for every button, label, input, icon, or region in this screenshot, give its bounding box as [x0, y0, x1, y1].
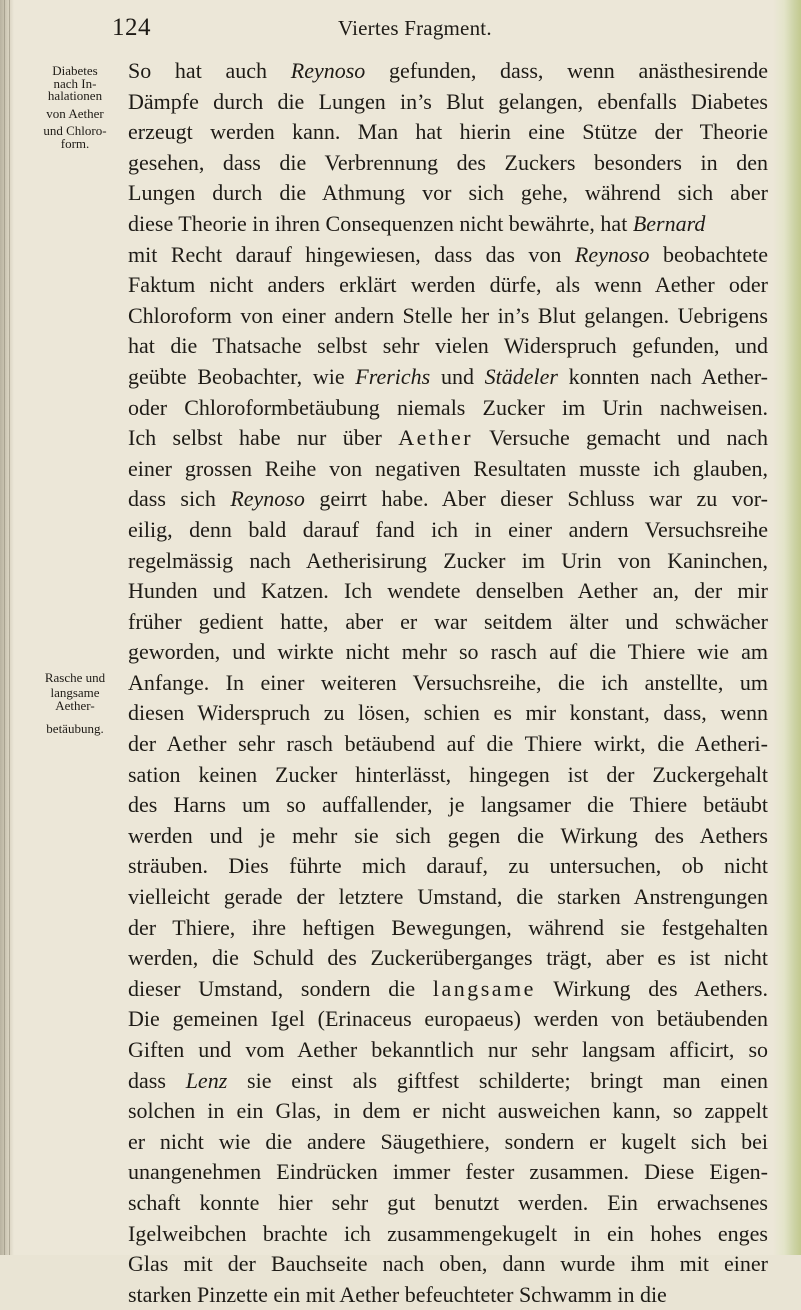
text-line — [128, 148, 768, 179]
text-line — [128, 760, 768, 791]
text-run: gefunden, dass, wenn anästhesirende — [365, 58, 768, 83]
text-line — [128, 913, 768, 944]
text-line — [128, 423, 768, 454]
emphasis-name: Städeler — [484, 363, 558, 389]
margin-note-line: Rasche und — [44, 670, 106, 685]
text-line — [128, 1249, 768, 1280]
text-run: des Harns um so auffallender, je langsamer die Thiere betäubt — [128, 792, 768, 818]
text-run: dieser Umstand, sondern die — [128, 975, 433, 1001]
text-line — [128, 515, 768, 546]
text-run: geirrt habe. Aber dieser Schluss war zu vor- — [304, 486, 769, 512]
text-line — [128, 607, 768, 638]
text-run: Dämpfe durch die Lungen in’s Blut gelangen, ebenfalls Diabetes — [128, 88, 768, 114]
text-run: solchen in ein Glas, in dem er nicht ausweichen kann, so zappelt — [128, 1098, 768, 1124]
text-run: der Thiere, ihre heftigen Bewegungen, während sie festgehalten — [128, 914, 768, 940]
text-run: hat die Thatsache selbst sehr vielen Widerspruch gefunden, und — [128, 333, 768, 359]
text-line — [128, 790, 768, 821]
text-line — [128, 1035, 768, 1066]
text-run: Hunden und Katzen. Ich wendete denselben Aether an, der mir — [128, 578, 768, 604]
text-run: diesen Widerspruch zu lösen, schien es mir konstant, dass, wenn — [128, 700, 768, 726]
margin-note-line: Diabetes — [52, 63, 98, 78]
text-run: regelmässig nach Aetherisirung Zucker im Urin von Kaninchen, — [128, 547, 768, 573]
text-run: Igelweibchen brachte ich zusammengekugelt in ein hohes enges — [128, 1220, 768, 1246]
emphasis-name: Reynoso — [574, 241, 650, 267]
text-run: Versuche gemacht und nach — [473, 425, 769, 451]
text-run: Anfange. In einer weiteren Versuchsreihe, die ich anstellte, um — [128, 669, 768, 695]
margin-note-diabetes — [22, 64, 128, 150]
text-run: Glas mit der Bauchseite nach oben, dann wurde ihm mit einer — [128, 1251, 768, 1277]
binding-rule — [9, 0, 10, 1255]
text-line — [128, 1004, 768, 1035]
text-run: schaft konnte hier sehr gut benutzt werden. Ein erwachsenes — [128, 1189, 768, 1215]
text-run: gesehen, dass die Verbrennung des Zuckers besonders in den — [128, 149, 768, 175]
text-run: Lungen durch die Athmung vor sich gehe, während sich aber — [128, 180, 768, 206]
text-line — [128, 454, 768, 485]
spaced-emphasis: Aether — [398, 425, 474, 451]
text-line — [128, 484, 768, 515]
margin-note-rasche — [22, 671, 128, 736]
text-line — [128, 698, 768, 729]
text-line — [128, 117, 768, 148]
emphasis-name: Reynoso — [290, 58, 366, 83]
text-run: Ich selbst habe nur über — [128, 425, 399, 451]
emphasis-name: Bernard — [632, 210, 706, 236]
text-line — [128, 1127, 768, 1158]
text-run: Die gemeinen Igel (Erinaceus europaeus) werden von betäubenden — [128, 1006, 768, 1032]
text-run: dass — [128, 1067, 186, 1093]
text-line — [128, 87, 768, 118]
text-run: eilig, denn bald darauf fand ich in einer andern Versuchsreihe — [128, 516, 768, 542]
text-run: einer grossen Reihe von negativen Resultaten musste ich glauben, — [128, 455, 768, 481]
text-line — [128, 546, 768, 577]
margin-note-line: langsame — [50, 685, 100, 700]
text-run: konnten nach Aether- — [557, 363, 769, 389]
text-line — [128, 637, 768, 668]
margin-note-line: Aether- — [55, 698, 95, 713]
text-run: oder Chloroformbetäubung niemals Zucker im Urin nachweisen. — [128, 394, 768, 420]
margin-note-line: und Chloro- — [43, 123, 107, 138]
margin-note-line: betäubung. — [46, 721, 104, 736]
text-run: werden und je mehr sie sich gegen die Wirkung des Aethers — [128, 822, 768, 848]
text-line — [128, 943, 768, 974]
text-line — [128, 362, 768, 393]
text-run: früher gedient hatte, aber er war seitdem älter und schwächer — [128, 608, 768, 634]
running-head: Viertes Fragment. — [338, 16, 492, 40]
text-line — [128, 821, 768, 852]
text-run: Faktum nicht anders erklärt werden dürfe, als wenn Aether oder — [128, 272, 768, 298]
emphasis-name: Frerichs — [355, 363, 431, 389]
text-line — [128, 209, 768, 240]
text-line — [128, 1280, 768, 1310]
text-run: er nicht wie die andere Säugethiere, sondern er kugelt sich bei — [128, 1128, 768, 1154]
text-line — [128, 668, 768, 699]
margin-note-line: form. — [60, 136, 90, 151]
spaced-emphasis: langsame — [432, 975, 536, 1001]
text-line — [128, 851, 768, 882]
margin-note-line: halationen — [47, 88, 103, 103]
text-run: Wirkung des Aethers. — [535, 975, 768, 1001]
text-run: geübte Beobachter, wie — [128, 363, 356, 389]
text-run: dass sich — [128, 486, 231, 512]
body-text — [128, 56, 768, 1310]
text-line — [128, 178, 768, 209]
text-line — [128, 270, 768, 301]
text-line — [128, 331, 768, 362]
text-line — [128, 974, 768, 1005]
text-run: unangenehmen Eindrücken immer fester zusammen. Diese Eigen- — [128, 1159, 768, 1185]
text-run: mit Recht darauf hingewiesen, dass das von — [128, 241, 575, 267]
text-run: geworden, und wirkte nicht mehr so rasch auf die Thiere wie am — [128, 639, 768, 665]
binding-rule — [4, 0, 5, 1255]
margin-note-line: von Aether — [46, 106, 104, 121]
text-run: erzeugt werden kann. Man hat hierin eine Stütze der Theorie — [128, 119, 768, 145]
text-run: beobachtete — [649, 241, 768, 267]
text-line — [128, 56, 768, 87]
emphasis-name: Lenz — [185, 1067, 228, 1093]
text-line — [128, 729, 768, 760]
text-run: Chloroform von einer andern Stelle her in’s Blut gelangen. Uebrigens — [128, 302, 768, 328]
text-line — [128, 882, 768, 913]
text-line — [128, 576, 768, 607]
text-run: Giften und vom Aether bekanntlich nur sehr langsam afficirt, so — [128, 1037, 768, 1062]
text-run: sation keinen Zucker hinterlässt, hingegen ist der Zuckergehalt — [128, 761, 768, 787]
text-run: der Aether sehr rasch betäubend auf die Thiere wirkt, die Aetheri- — [128, 731, 768, 757]
text-run: werden, die Schuld des Zuckerüberganges trägt, aber es ist nicht — [128, 945, 768, 971]
page-binding-shadow — [0, 0, 14, 1255]
text-line — [128, 1096, 768, 1127]
text-line — [128, 1157, 768, 1188]
text-line — [128, 301, 768, 332]
emphasis-name: Reynoso — [230, 486, 305, 512]
page-number: 124 — [112, 14, 151, 41]
text-line — [128, 1219, 768, 1250]
text-run: und — [430, 363, 485, 389]
text-line — [128, 1066, 768, 1097]
text-line — [128, 1188, 768, 1219]
text-run: So hat auch — [128, 58, 291, 83]
page-header — [0, 14, 801, 48]
text-run: sie einst als giftfest schilderte; bringt man einen — [227, 1067, 768, 1093]
text-run: diese Theorie in ihren Consequenzen nicht bewährte, hat — [128, 210, 633, 236]
text-run: sträuben. Dies führte mich darauf, zu untersuchen, ob nicht — [128, 853, 768, 879]
margin-note-line: nach In- — [53, 76, 97, 91]
text-run: vielleicht gerade der letztere Umstand, die starken Anstrengungen — [128, 884, 768, 910]
text-line — [128, 393, 768, 424]
text-run: starken Pinzette ein mit Aether befeuchteter Schwamm in die — [128, 1281, 667, 1307]
page-edge-discoloration — [773, 0, 801, 1255]
text-line — [128, 240, 768, 271]
